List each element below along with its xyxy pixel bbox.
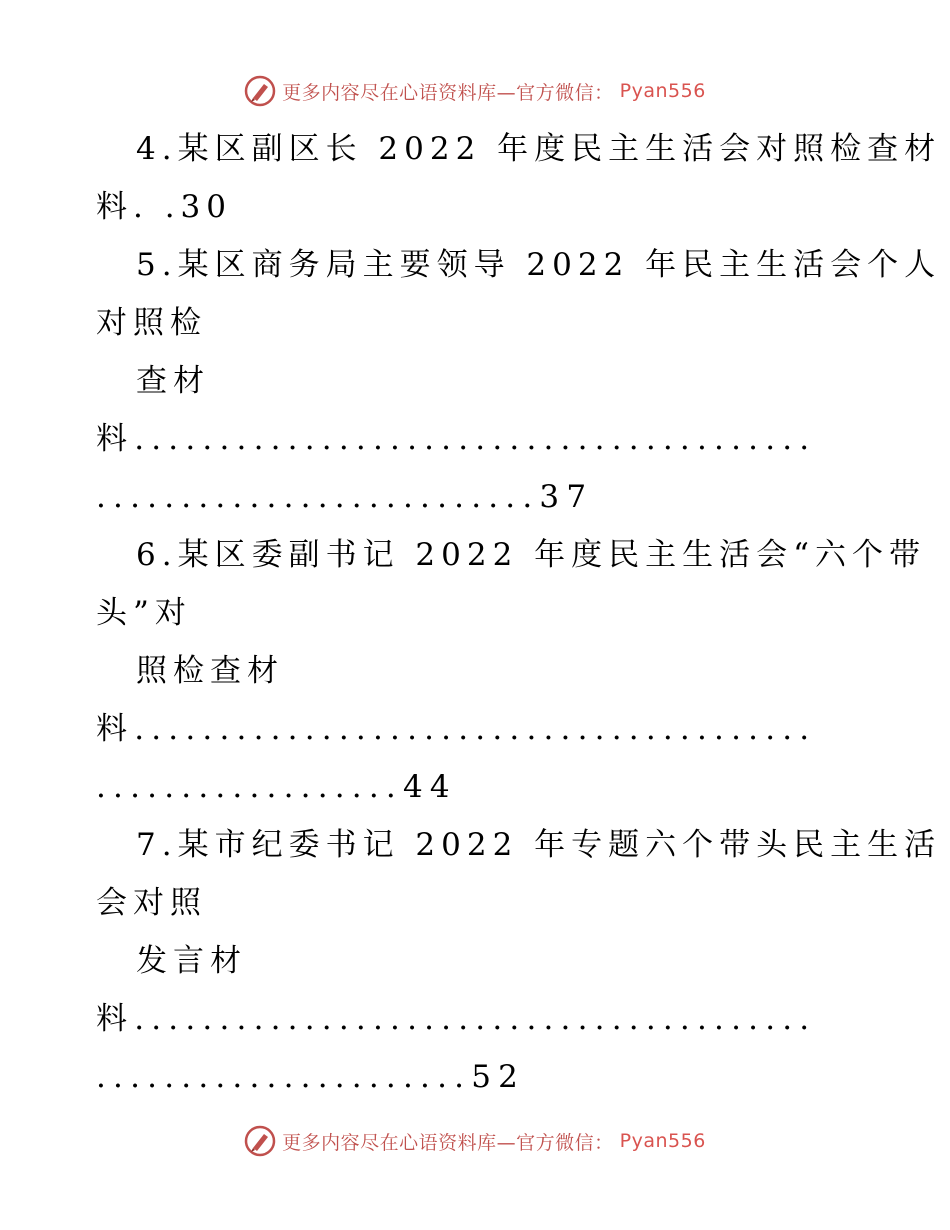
toc-line: 对照检 bbox=[96, 305, 207, 341]
toc-leader-line: ......................52 bbox=[96, 1059, 526, 1095]
footer-watermark bbox=[0, 1121, 950, 1161]
toc-line: 料. .30 bbox=[96, 189, 233, 225]
toc-leader-line: ..........................37 bbox=[96, 479, 594, 515]
toc-line: 4.某区副区长 2022 年度民主生活会对照检查材 bbox=[136, 131, 942, 167]
watermark-text: 更多内容尽在心语资料库—官方微信： bbox=[282, 81, 614, 104]
watermark-wechat-id: Pyan556 bbox=[619, 1130, 706, 1152]
pen-logo-icon bbox=[244, 1125, 276, 1157]
toc-line: 7.某市纪委书记 2022 年专题六个带头民主生活 bbox=[136, 827, 942, 863]
toc-line: 会对照 bbox=[96, 885, 207, 921]
toc-leader-line: 料........................................ bbox=[96, 711, 817, 747]
toc-leader-line: 料........................................ bbox=[96, 1001, 817, 1037]
toc-leader-line: ..................44 bbox=[96, 769, 457, 805]
toc-content bbox=[96, 120, 942, 1106]
toc-line: 6.某区委副书记 2022 年度民主生活会“六个带 bbox=[136, 537, 927, 573]
header-watermark bbox=[0, 71, 950, 111]
toc-line: 发言材 bbox=[136, 943, 247, 979]
watermark-text: 更多内容尽在心语资料库—官方微信： bbox=[282, 1131, 614, 1154]
toc-line: 头”对 bbox=[96, 595, 192, 631]
toc-line: 查材 bbox=[136, 363, 210, 399]
watermark-wechat-id: Pyan556 bbox=[619, 80, 706, 102]
toc-line: 照检查材 bbox=[136, 653, 284, 689]
toc-line: 5.某区商务局主要领导 2022 年民主生活会个人 bbox=[136, 247, 942, 283]
toc-leader-line: 料........................................ bbox=[96, 421, 817, 457]
pen-logo-icon bbox=[244, 75, 276, 107]
